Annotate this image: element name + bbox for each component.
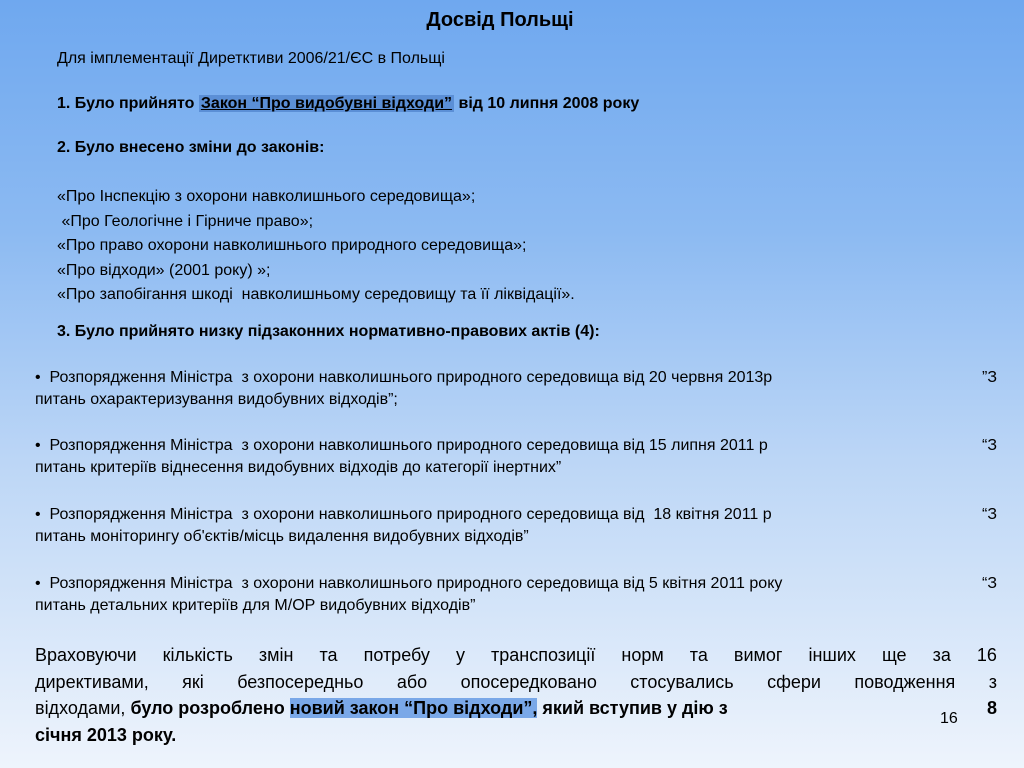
bullet-line-1-end: ”З bbox=[982, 369, 997, 386]
bullet-line-2: питань моніторингу об'єктів/місць видалення видобувних відходів” bbox=[35, 528, 529, 545]
regulation-bullet bbox=[35, 435, 997, 479]
point-1-suffix: від 10 липня 2008 року bbox=[454, 95, 640, 112]
new-law-highlight: новий закон “Про відходи”, bbox=[289, 698, 538, 718]
regulation-bullet bbox=[35, 504, 997, 548]
conclusion-bold: було розроблено bbox=[130, 698, 290, 718]
conclusion-bold-2: який вступив у дію з bbox=[537, 698, 728, 718]
conclusion-word: які bbox=[182, 671, 204, 692]
law-item: «Про Геологічне і Гірниче право»; bbox=[57, 212, 314, 230]
conclusion-word: транспозиції bbox=[490, 645, 596, 665]
conclusion-word: директивами, bbox=[35, 671, 149, 692]
conclusion-word: опосередковано bbox=[460, 671, 597, 692]
bullet-line-2: питань критеріїв віднесення видобувних відходів до категорії інертних” bbox=[35, 459, 562, 476]
conclusion-word: та bbox=[689, 645, 708, 665]
bullet-line-1: • Розпорядження Міністра з охорони навколишнього природного середовища від 5 квітня 2011 року bbox=[35, 575, 783, 592]
point-1-law-highlight: Закон “Про видобувні відходи” bbox=[200, 95, 453, 112]
regulation-bullet bbox=[35, 367, 997, 411]
conclusion-word: поводження bbox=[854, 671, 956, 692]
conclusion-word: сфери bbox=[767, 671, 821, 692]
conclusion-plain: відходами, bbox=[35, 698, 131, 718]
conclusion-word: інших bbox=[808, 645, 856, 665]
bullet-line-1: • Розпорядження Міністра з охорони навколишнього природного середовища від 18 квітня 2011 р bbox=[35, 506, 772, 523]
conclusion-word: стосувались bbox=[630, 671, 734, 692]
conclusion-word: вимог bbox=[733, 645, 783, 665]
point-1-prefix: 1. Було прийнято bbox=[57, 95, 199, 112]
conclusion-line-3 bbox=[35, 695, 997, 722]
law-item: «Про запобігання шкоді навколишньому середовищу та її ліквідації». bbox=[57, 286, 575, 303]
conclusion-line-2 bbox=[35, 669, 997, 696]
conclusion-word: безпосередньо bbox=[237, 671, 364, 692]
bullet-line-1: • Розпорядження Міністра з охорони навколишнього природного середовища від 20 червня 2013р bbox=[35, 369, 773, 386]
page-number: 16 bbox=[940, 710, 958, 727]
bullet-line-1: • Розпорядження Міністра з охорони навколишнього природного середовища від 15 липня 2011 р bbox=[35, 437, 768, 454]
amended-laws-list bbox=[57, 185, 575, 308]
point-3: 3. Було прийнято низку підзаконних нормативно-правових актів (4): bbox=[57, 323, 600, 340]
bullet-line-1-end: “З bbox=[982, 437, 997, 454]
point-1 bbox=[57, 95, 639, 113]
regulation-bullet bbox=[35, 573, 997, 617]
conclusion-line-1 bbox=[35, 642, 997, 669]
conclusion-word: 16 bbox=[976, 645, 997, 665]
conclusion-word: у bbox=[455, 645, 465, 665]
slide-title: Досвід Польщі bbox=[426, 9, 574, 31]
conclusion-word: потребу bbox=[363, 645, 430, 665]
conclusion-word: Враховуючи bbox=[35, 645, 137, 665]
bullet-line-2: питань охарактеризування видобувних відходів”; bbox=[35, 391, 398, 408]
law-item: «Про право охорони навколишнього природного середовища»; bbox=[57, 237, 527, 254]
conclusion-word: за bbox=[932, 645, 951, 665]
conclusion-date: січня 2013 року. bbox=[35, 724, 177, 745]
conclusion-line-3-text bbox=[35, 695, 728, 722]
conclusion-word: ще bbox=[881, 645, 907, 665]
conclusion-word: та bbox=[319, 645, 338, 665]
conclusion-paragraph bbox=[35, 642, 997, 748]
conclusion-word: кількість bbox=[162, 645, 233, 665]
point-2: 2. Було внесено зміни до законів: bbox=[57, 139, 325, 156]
conclusion-line-4 bbox=[35, 722, 997, 749]
bullet-line-1-end: “З bbox=[982, 506, 997, 523]
bullet-line-2: питань детальних критеріїв для М/ОР видобувних відходів” bbox=[35, 597, 476, 614]
conclusion-word: або bbox=[396, 671, 428, 692]
conclusion-date-day: 8 bbox=[986, 698, 997, 718]
law-item: «Про Інспекцію з охорони навколишнього середовища»; bbox=[57, 188, 476, 205]
intro-text: Для імплементації Диретктиви 2006/21/ЄС в Польщі bbox=[57, 50, 445, 67]
bullet-line-1-end: “З bbox=[982, 575, 997, 592]
conclusion-word: норм bbox=[621, 645, 664, 665]
law-item: «Про відходи» (2001 року) »; bbox=[57, 261, 271, 279]
conclusion-word: з bbox=[988, 671, 997, 692]
conclusion-word: змін bbox=[258, 645, 294, 665]
